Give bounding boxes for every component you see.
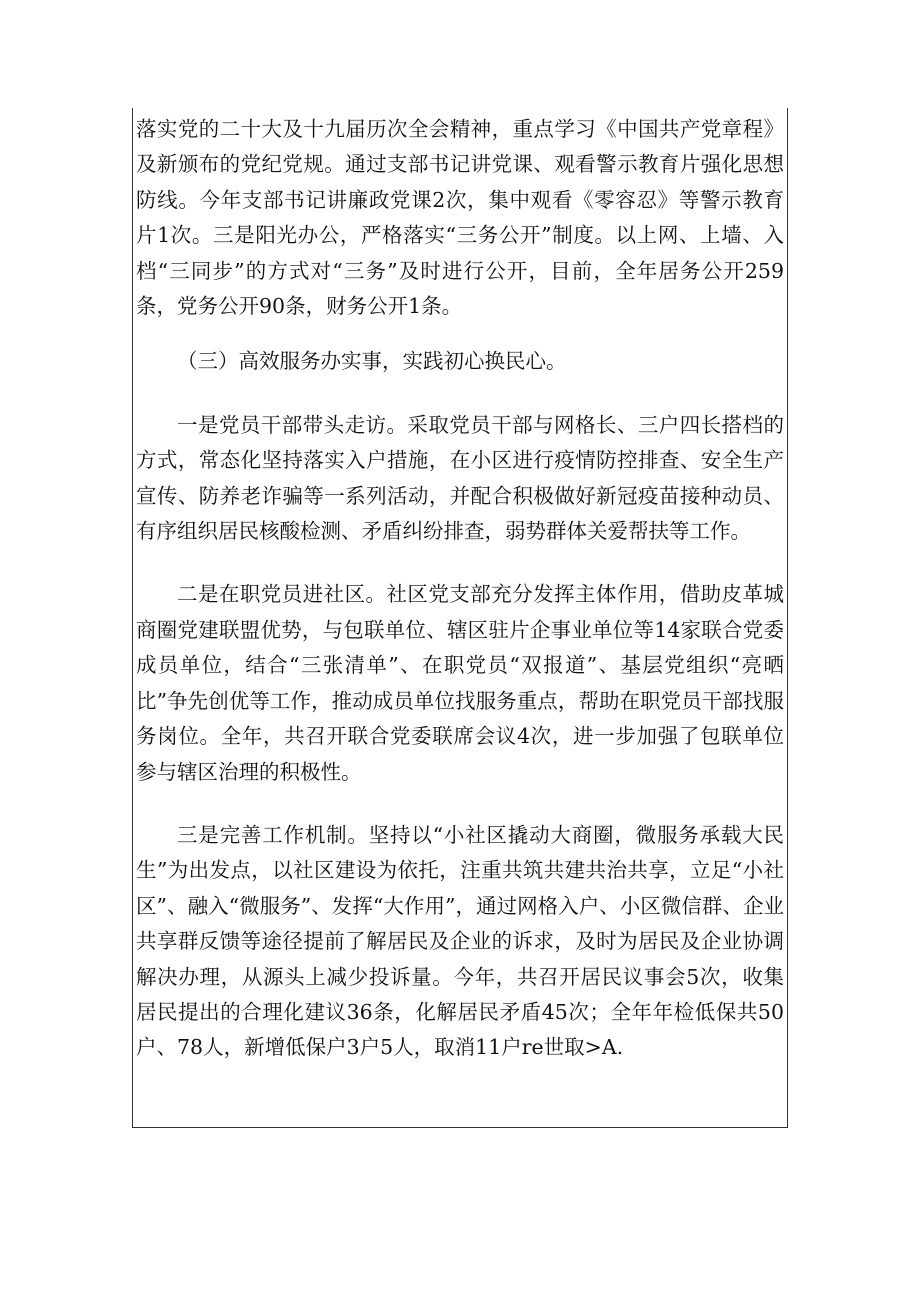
document-body (136, 112, 784, 1066)
paragraph-cadre-visits: 一是党员干部带头走访。采取党员干部与网格长、三户四长搭档的方式，常态化坚持落实入户措施，在小区进行疫情防控排查、安全生产宣传、防养老诈骗等一系列活动，并配合积极做好新冠疫苗接种动员、有序组织居民核酸检测、矛盾纠纷排查，弱势群体关爱帮扶等工作。 (136, 412, 784, 544)
section-heading-3: （三）高效服务办实事，实践初心换民心。 (177, 349, 567, 374)
paragraph-party-discipline: 落实党的二十大及十九届历次全会精神，重点学习《中国共产党章程》及新颁布的党纪党规。通过支部书记讲党课、观看警示教育片强化思想防线。今年支部书记讲廉政党课2次，集中观看《零容忍》等警示教育片1次。三是阳光办公，严格落实“三务公开”制度。以上网、上墙、入档“三同步”的方式对“三务”及时进行公开，目前，全年居务公开259条，党务公开90条，财务公开1条。 (136, 117, 784, 319)
paragraph-work-mechanism: 三是完善工作机制。坚持以“小社区撬动大商圈，微服务承载大民生”为出发点，以社区建设为依托，注重共筑共建共治共享，立足“小社区”、融入“微服务”、发挥“大作用”，通过网格入户、小区微信群、企业共享群反馈等途径提前了解居民及企业的诉求，及时为居民及企业协调解决办理，从源头上减少投诉量。今年，共召开居民议事会5次，收集居民提出的合理化建议36条，化解居民矛盾45次；全年年检低保共50户、78人，新增低保户3户5人，取消11户re世取>A. (136, 822, 784, 1060)
paragraph-party-members-community: 二是在职党员进社区。社区党支部充分发挥主体作用，借助皮革城商圈党建联盟优势，与包联单位、辖区驻片企事业单位等14家联合党委成员单位，结合“三张清单”、在职党员“双报道”、基层党组织“亮晒比”争先创优等工作，推动成员单位找服务重点，帮助在职党员干部找服务岗位。全年，共召开联合党委联席会议4次，进一步加强了包联单位参与辖区治理的积极性。 (136, 582, 784, 784)
